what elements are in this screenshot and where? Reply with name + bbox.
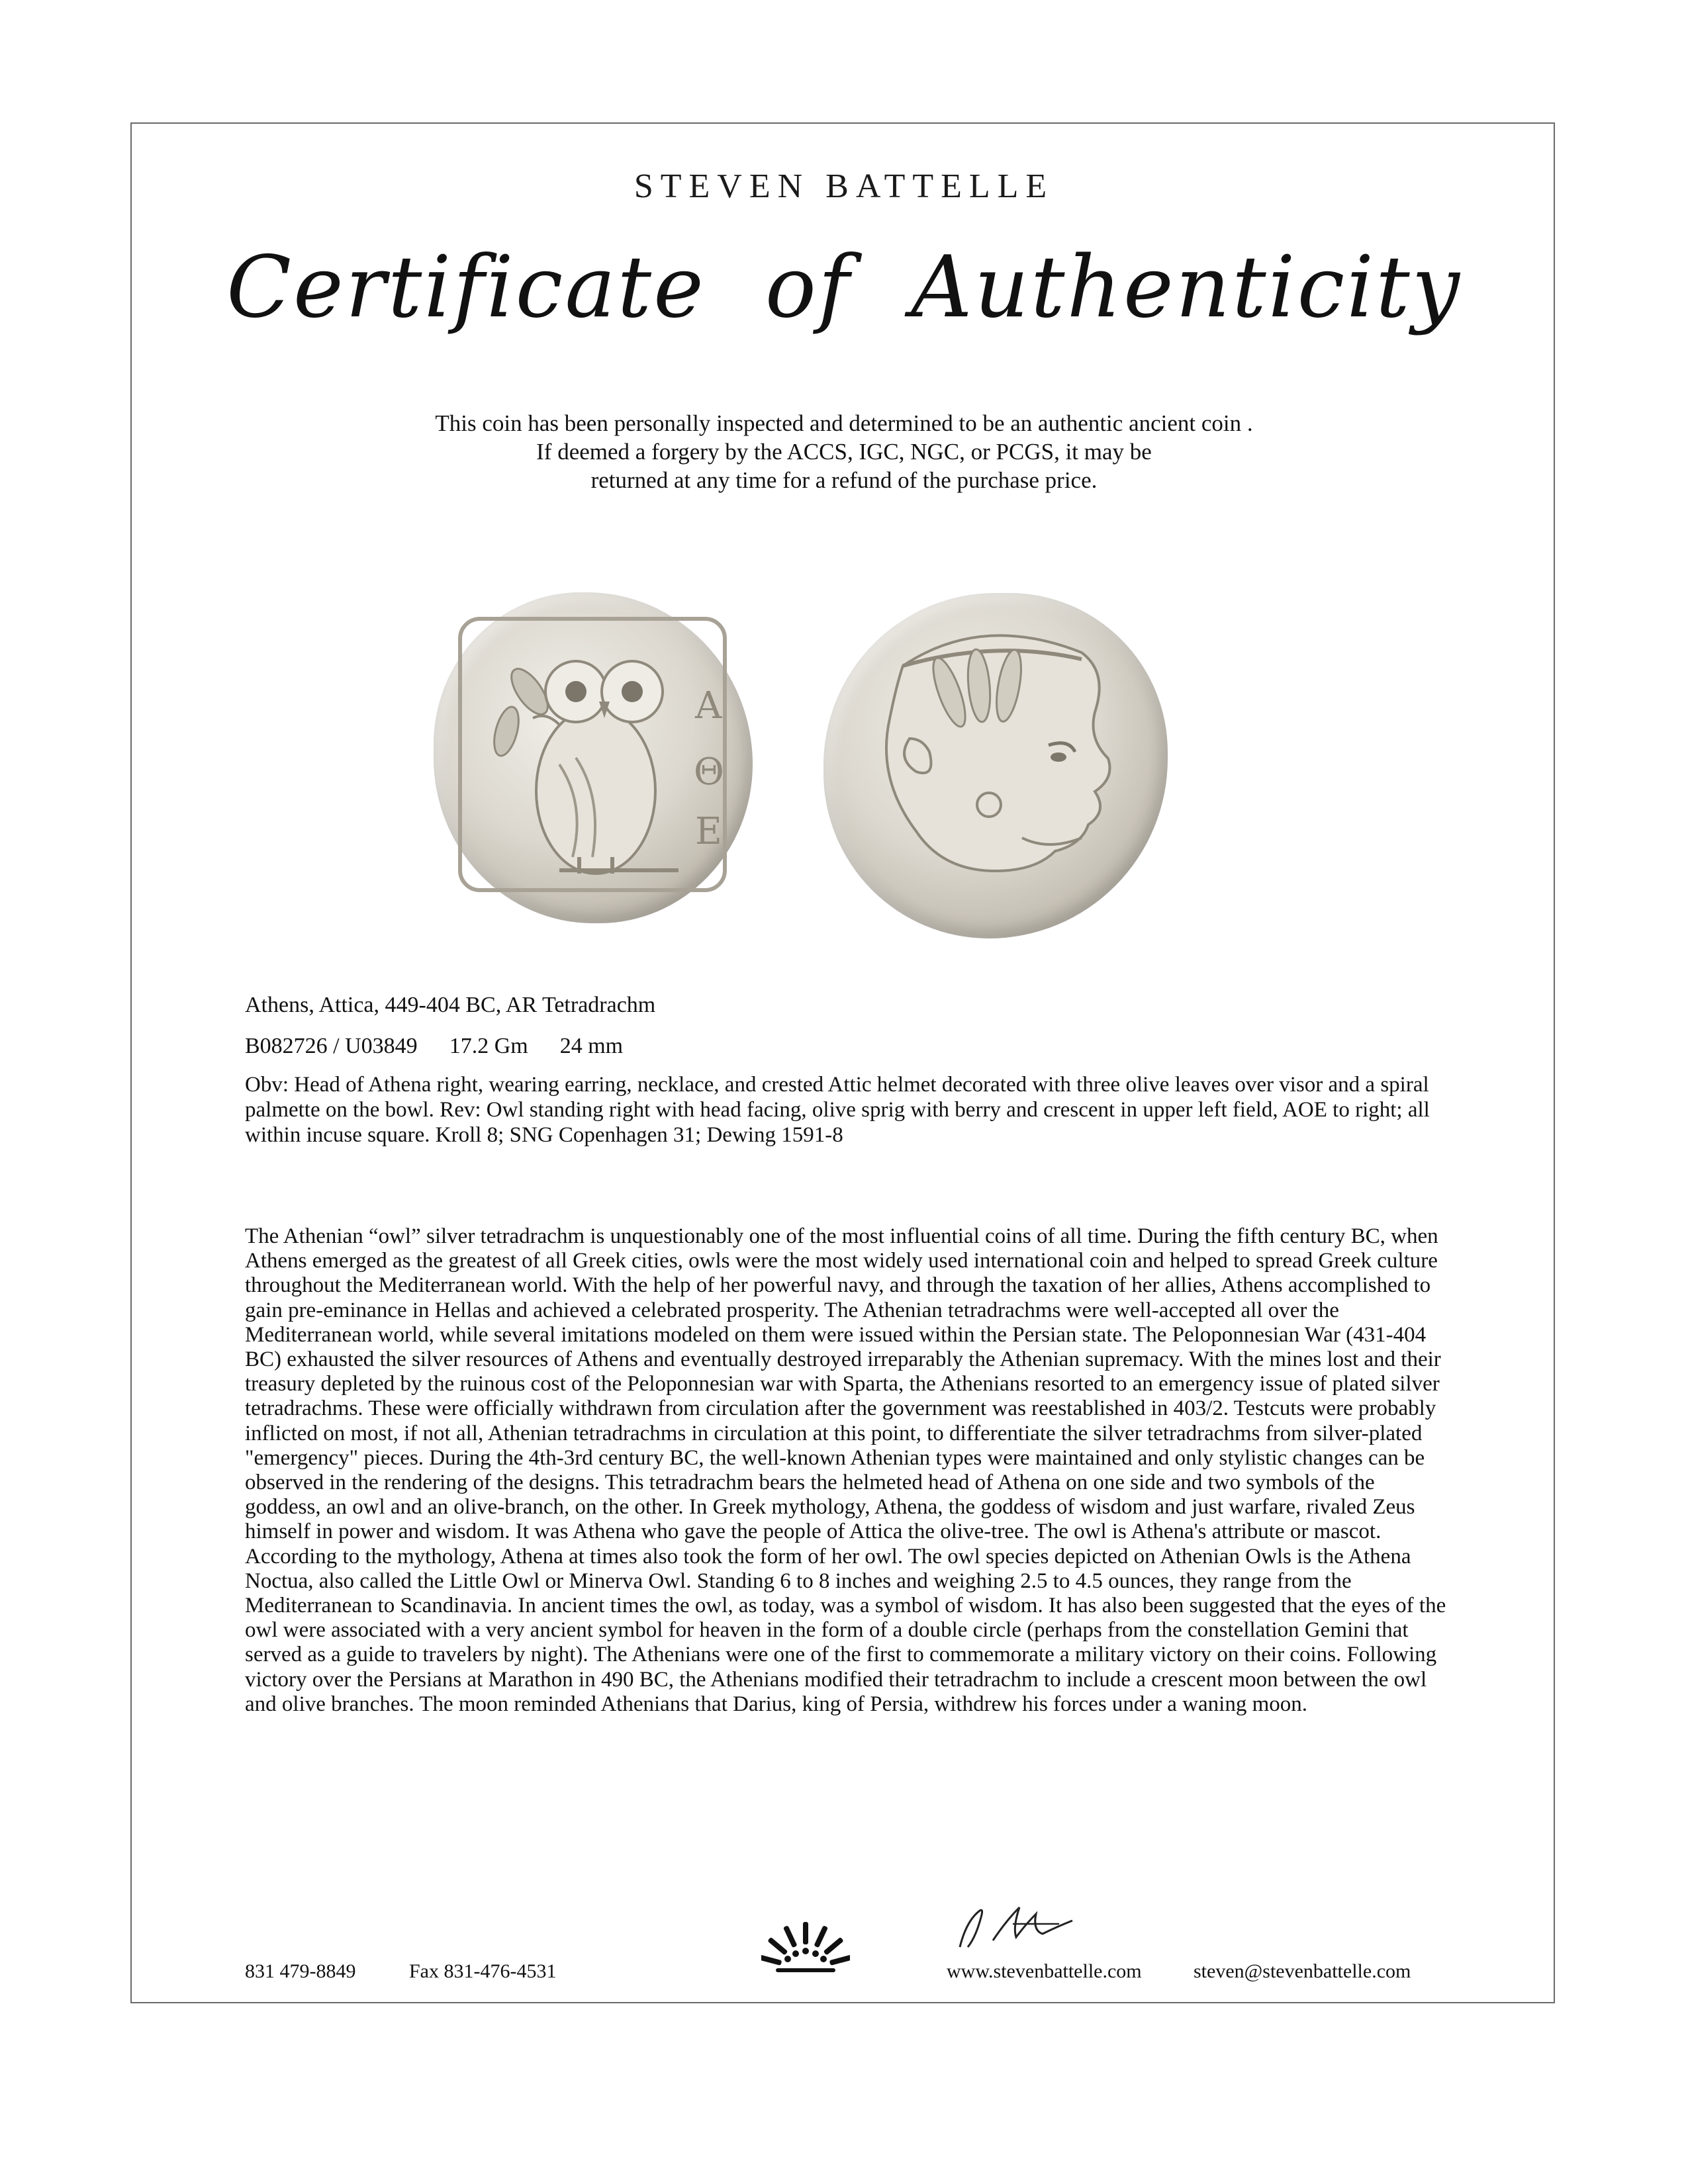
authenticity-statement <box>0 409 1688 494</box>
history-paragraph: The Athenian “owl” silver tetradrachm is unquestionably one of the most influential coins of all time. During the fifth century BC, when Athens emerged as the greatest of all Greek cities, owls were the most widely used international coin and helped to spread Greek culture throughout the Mediterranean world. With the help of her powerful navy, and through the taxation of her allies, Athens accomplished to gain pre-eminance in Hellas and achieved a celebrated prosperity. The Athenian tetradrachms were well-accepted all over the Mediterranean world, while several imitations modeled on them were issued within the Persian state. The Peloponnesian War (431-404 BC) exhausted the silver resources of Athens and eventually destroyed irreparably the Athenian supremacy. With the mines lost and their treasury depleted by the ruinous cost of the Peloponnesian war with Sparta, the Athenians resorted to an emergency issue of plated silver tetradrachms. These were officially withdrawn from circulation after the government was reestablished in 403/2. Testcuts were probably inflicted on most, if not all, Athenian tetradrachms in circulation at this point, to differentiate the silver tetradrachms from silver-plated "emergency" pieces. During the 4th-3rd century BC, the well-known Athenian types were maintained and only stylistic changes can be observed in the rendering of the designs. This tetradrachm bears the helmeted head of Athena on one side and two symbols of the goddess, an owl and an olive-branch, on the other. In Greek mythology, Athena, the goddess of wisdom and just warfare, rivaled Zeus himself in power and wisdom. It was Athena who gave the people of Attica the olive-tree. The owl is Athena's attribute or mascot. According to the mythology, Athena at times also took the form of her owl. The owl species depicted on Athenian Owls is the Athena Noctua, also called the Little Owl or Minerva Owl. Standing 6 to 8 inches and weighing 2.5 to 4.5 ounces, they range from the Mediterranean to Scandinavia. In ancient times the owl, as today, was a symbol of wisdom. It has also been suggested that the eyes of the owl were associated with a very ancient symbol for heaven in the form of a double circle (perhaps from the constellation Gemini that served as a guide to travelers by night). The Athenians were one of the first to commemorate a military victory on their coins. Following victory over the Persians at Marathon in 490 BC, the Athenians modified their tetradrachm to include a crescent moon between the owl and olive branches. The moon reminded Athenians that Darius, king of Persia, withdrew his forces under a waning moon. <box>245 1224 1446 1716</box>
title-word-authenticity: Authenticity <box>911 238 1462 337</box>
coin-obverse-athena-image <box>823 593 1168 938</box>
legend-alpha: Α <box>695 684 722 727</box>
sunburst-logo-icon <box>761 1917 850 1976</box>
coin-weight: 17.2 Gm <box>449 1034 528 1058</box>
legend-epsilon: Ε <box>695 810 722 853</box>
certificate-frame <box>130 122 1555 2003</box>
footer-website-link[interactable]: www.stevenbattelle.com <box>947 1960 1142 1982</box>
footer-fax: Fax 831-476-4531 <box>409 1960 557 1982</box>
footer-email-link[interactable]: steven@stevenbattelle.com <box>1194 1960 1411 1982</box>
coin-reverse-owl-image <box>434 592 753 923</box>
title-word-certificate: Certificate <box>226 238 706 337</box>
footer-phone: 831 479-8849 <box>245 1960 356 1982</box>
statement-line-1: This coin has been personally inspected and determined to be an authentic ancient coin . <box>435 410 1253 436</box>
statement-line-3: returned at any time for a refund of the purchase price. <box>590 467 1098 493</box>
athena-head-icon <box>823 593 1168 938</box>
statement-line-2: If deemed a forgery by the ACCS, IGC, NGC, or PCGS, it may be <box>536 439 1152 465</box>
certificate-title <box>0 238 1688 337</box>
brand-name: STEVEN BATTELLE <box>633 167 1055 205</box>
owl-icon <box>434 592 753 923</box>
coin-identifiers <box>245 1034 655 1059</box>
legend-theta: Θ <box>694 751 724 794</box>
coin-title: Athens, Attica, 449-404 BC, AR Tetradrachm <box>245 993 656 1017</box>
coin-diameter: 24 mm <box>559 1034 624 1058</box>
coin-description: Obv: Head of Athena right, wearing earring, necklace, and crested Attic helmet decorated with three olive leaves over visor and a spiral palmette on the bowl. Rev: Owl standing right with head facing, olive sprig with berry and crescent in upper left field, AOE to right; all within incuse square. Kroll 8; SNG Copenhagen 31; Dewing 1591-8 <box>245 1073 1430 1147</box>
signature-icon <box>947 1901 1105 1954</box>
title-word-of: of <box>765 238 852 337</box>
inventory-number: B082726 / U03849 <box>245 1034 418 1058</box>
